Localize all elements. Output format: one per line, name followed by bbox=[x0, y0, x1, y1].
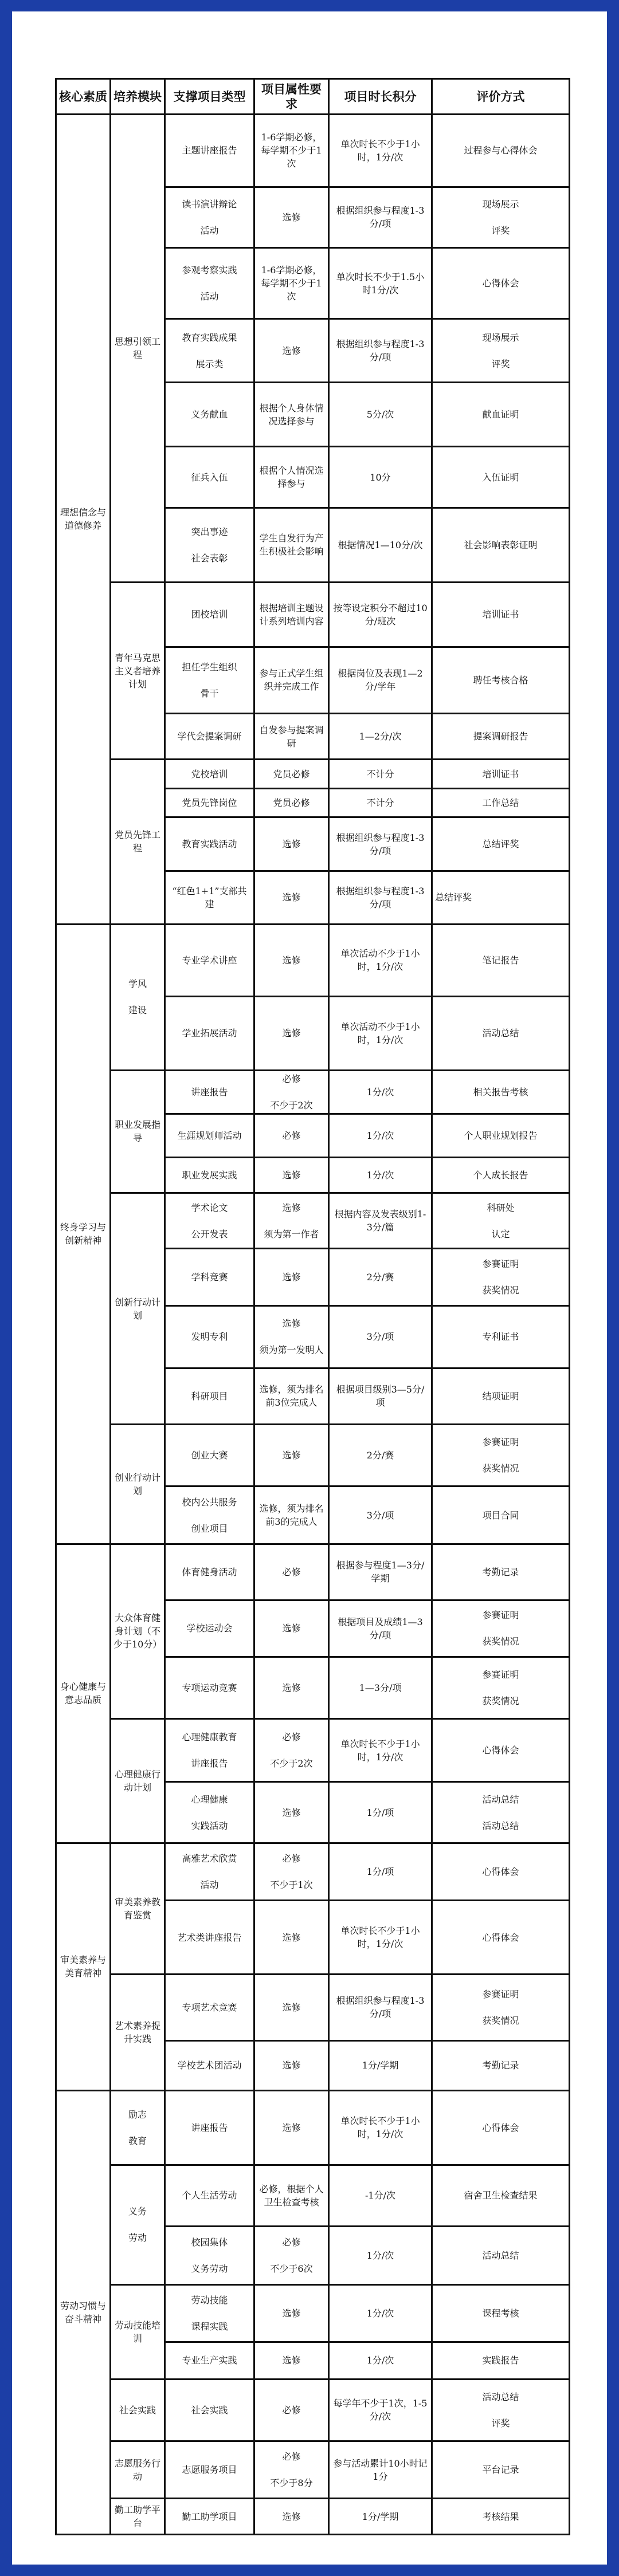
evaluation-cell: 参赛证明 获奖情况 bbox=[432, 1974, 570, 2040]
project-type-cell: 学校艺术团活动 bbox=[165, 2041, 254, 2090]
evaluation-cell: 结项证明 bbox=[432, 1368, 570, 1424]
project-type-cell: 专项艺术竞赛 bbox=[165, 1974, 254, 2040]
evaluation-cell: 总结评奖 bbox=[432, 871, 570, 924]
requirement-cell: 党员必修 bbox=[254, 788, 329, 817]
requirement-cell: 选修 bbox=[254, 1782, 329, 1843]
project-type-cell: 学科竞赛 bbox=[165, 1248, 254, 1305]
project-type-cell: 生涯规划师活动 bbox=[165, 1114, 254, 1157]
requirement-cell: 必修 不少于2次 bbox=[254, 1070, 329, 1114]
duration-credit-cell: 10分 bbox=[329, 447, 432, 508]
evaluation-cell: 心得体会 bbox=[432, 1843, 570, 1900]
project-type-cell: 心理健康教育 讲座报告 bbox=[165, 1719, 254, 1782]
duration-credit-cell: 1分/次 bbox=[329, 1070, 432, 1114]
header-duration-credit: 项目时长积分 bbox=[329, 79, 432, 115]
evaluation-cell: 总结评奖 bbox=[432, 817, 570, 871]
core-quality-cell: 审美素养与美育精神 bbox=[56, 1843, 111, 2090]
requirement-cell: 选修 bbox=[254, 2284, 329, 2342]
header-row bbox=[56, 79, 570, 115]
header-requirement: 项目属性要求 bbox=[254, 79, 329, 115]
module-cell: 审美素养教育鉴赏 bbox=[111, 1843, 165, 1974]
project-type-cell: 征兵入伍 bbox=[165, 447, 254, 508]
evaluation-cell: 心得体会 bbox=[432, 247, 570, 319]
duration-credit-cell: 1分/次 bbox=[329, 1114, 432, 1157]
project-type-cell: 高雅艺术欣赏 活动 bbox=[165, 1843, 254, 1900]
requirement-cell: 根据个人情况选择参与 bbox=[254, 447, 329, 508]
requirement-cell: 选修 bbox=[254, 1158, 329, 1193]
table-row bbox=[56, 924, 570, 997]
module-cell: 学风 建设 bbox=[111, 924, 165, 1070]
project-type-cell: 校园集体 义务劳动 bbox=[165, 2226, 254, 2284]
evaluation-cell: 个人职业规划报告 bbox=[432, 1114, 570, 1157]
table-row bbox=[56, 2165, 570, 2226]
duration-credit-cell: 不计分 bbox=[329, 760, 432, 788]
requirement-cell: 参与正式学生组织并完成工作 bbox=[254, 647, 329, 713]
duration-credit-cell: 根据组织参与程度1-3分/项 bbox=[329, 187, 432, 247]
table-row bbox=[56, 1424, 570, 1486]
evaluation-cell: 相关报告考核 bbox=[432, 1070, 570, 1114]
duration-credit-cell: 3分/项 bbox=[329, 1486, 432, 1544]
table-row bbox=[56, 1843, 570, 1900]
evaluation-cell: 科研处 认定 bbox=[432, 1193, 570, 1248]
project-type-cell: 担任学生组织 骨干 bbox=[165, 647, 254, 713]
requirement-cell: 1-6学期必修，每学期不少于1次 bbox=[254, 247, 329, 319]
duration-credit-cell: 3分/项 bbox=[329, 1306, 432, 1368]
requirement-cell: 选修 须为第一发明人 bbox=[254, 1306, 329, 1368]
duration-credit-cell: 根据组织参与程度1-3分/项 bbox=[329, 817, 432, 871]
project-type-cell: 主题讲座报告 bbox=[165, 115, 254, 187]
project-type-cell: 讲座报告 bbox=[165, 2090, 254, 2165]
duration-credit-cell: 1—2分/次 bbox=[329, 714, 432, 760]
project-type-cell: 职业发展实践 bbox=[165, 1158, 254, 1193]
table-row bbox=[56, 2090, 570, 2165]
project-type-cell: 学术论文 公开发表 bbox=[165, 1193, 254, 1248]
header-module: 培养模块 bbox=[111, 79, 165, 115]
header-core-quality: 核心素质 bbox=[56, 79, 111, 115]
table-row bbox=[56, 115, 570, 187]
project-type-cell: 参观考察实践 活动 bbox=[165, 247, 254, 319]
requirement-cell: 党员必修 bbox=[254, 760, 329, 788]
project-type-cell: “红色1+1”支部共建 bbox=[165, 871, 254, 924]
requirement-cell: 1-6学期必修，每学期不少于1次 bbox=[254, 115, 329, 187]
project-type-cell: 党校培训 bbox=[165, 760, 254, 788]
requirement-cell: 必修 bbox=[254, 1114, 329, 1157]
project-type-cell: 学业拓展活动 bbox=[165, 997, 254, 1071]
project-type-cell: 专业生产实践 bbox=[165, 2342, 254, 2379]
evaluation-cell: 提案调研报告 bbox=[432, 714, 570, 760]
evaluation-cell: 聘任考核合格 bbox=[432, 647, 570, 713]
requirement-cell: 选修 bbox=[254, 187, 329, 247]
table-row bbox=[56, 1193, 570, 1248]
duration-credit-cell: 1分/次 bbox=[329, 1158, 432, 1193]
requirement-cell: 必修 不少于6次 bbox=[254, 2226, 329, 2284]
requirement-cell: 必修 bbox=[254, 1544, 329, 1600]
requirement-cell: 学生自发行为产生积极社会影响 bbox=[254, 508, 329, 583]
module-cell: 励志 教育 bbox=[111, 2090, 165, 2165]
project-type-cell: 学代会提案调研 bbox=[165, 714, 254, 760]
duration-credit-cell: 1分/次 bbox=[329, 2342, 432, 2379]
module-cell: 勤工助学平台 bbox=[111, 2499, 165, 2535]
duration-credit-cell: 根据组织参与程度1-3分/项 bbox=[329, 319, 432, 382]
project-type-cell: 专项运动竞赛 bbox=[165, 1657, 254, 1718]
evaluation-cell: 平台记录 bbox=[432, 2441, 570, 2498]
evaluation-cell: 活动总结 活动总结 bbox=[432, 1782, 570, 1843]
project-type-cell: 团校培训 bbox=[165, 583, 254, 647]
requirement-cell: 必修 bbox=[254, 2379, 329, 2441]
duration-credit-cell: 1分/项 bbox=[329, 1782, 432, 1843]
evaluation-cell: 专利证书 bbox=[432, 1306, 570, 1368]
duration-credit-cell: 1分/学期 bbox=[329, 2499, 432, 2535]
evaluation-cell: 笔记报告 bbox=[432, 924, 570, 997]
requirement-cell: 选修 bbox=[254, 1901, 329, 1975]
evaluation-cell: 项目合同 bbox=[432, 1486, 570, 1544]
table-row bbox=[56, 2284, 570, 2342]
requirement-cell: 选修 bbox=[254, 871, 329, 924]
table-row bbox=[56, 1070, 570, 1114]
evaluation-cell: 现场展示 评奖 bbox=[432, 319, 570, 382]
duration-credit-cell: 根据项目及成绩1—3分/项 bbox=[329, 1600, 432, 1657]
core-quality-cell: 劳动习惯与奋斗精神 bbox=[56, 2090, 111, 2534]
duration-credit-cell: 按等设定积分不超过10分/班次 bbox=[329, 583, 432, 647]
table-row bbox=[56, 583, 570, 647]
module-cell: 志愿服务行动 bbox=[111, 2441, 165, 2498]
requirement-cell: 选修 bbox=[254, 1974, 329, 2040]
evaluation-cell: 活动总结 评奖 bbox=[432, 2379, 570, 2441]
evaluation-cell: 参赛证明 获奖情况 bbox=[432, 1424, 570, 1486]
duration-credit-cell: 单次时长不少于1小时，1分/次 bbox=[329, 115, 432, 187]
requirement-cell: 必修，根据个人卫生检查考核 bbox=[254, 2165, 329, 2226]
requirement-cell: 选修，须为排名前3的完成人 bbox=[254, 1486, 329, 1544]
requirement-cell: 自发参与提案调研 bbox=[254, 714, 329, 760]
evaluation-cell: 心得体会 bbox=[432, 1901, 570, 1975]
requirement-cell: 根据个人身体情况选择参与 bbox=[254, 382, 329, 446]
requirement-cell: 必修 不少于8分 bbox=[254, 2441, 329, 2498]
requirement-cell: 选修 bbox=[254, 2041, 329, 2090]
evaluation-cell: 活动总结 bbox=[432, 2226, 570, 2284]
duration-credit-cell: 1分/次 bbox=[329, 2284, 432, 2342]
module-cell: 劳动技能培训 bbox=[111, 2284, 165, 2379]
requirement-cell: 选修 bbox=[254, 1600, 329, 1657]
evaluation-cell: 心得体会 bbox=[432, 2090, 570, 2165]
duration-credit-cell: 单次时长不少于1小时，1分/次 bbox=[329, 1719, 432, 1782]
project-type-cell: 校内公共服务 创业项目 bbox=[165, 1486, 254, 1544]
duration-credit-cell: 单次时长不少于1小时，1分/次 bbox=[329, 2090, 432, 2165]
requirement-cell: 选修 bbox=[254, 319, 329, 382]
requirement-cell: 选修 bbox=[254, 1657, 329, 1718]
project-type-cell: 个人生活劳动 bbox=[165, 2165, 254, 2226]
project-type-cell: 劳动技能 课程实践 bbox=[165, 2284, 254, 2342]
module-cell: 党员先锋工程 bbox=[111, 760, 165, 924]
duration-credit-cell: 根据参与程度1—3分/学期 bbox=[329, 1544, 432, 1600]
project-type-cell: 党员先锋岗位 bbox=[165, 788, 254, 817]
duration-credit-cell: 根据组织参与程度1-3分/项 bbox=[329, 871, 432, 924]
module-cell: 大众体育健身计划（不少于10分） bbox=[111, 1544, 165, 1718]
evaluation-cell: 课程考核 bbox=[432, 2284, 570, 2342]
module-cell: 艺术素养提升实践 bbox=[111, 1974, 165, 2090]
duration-credit-cell: 2分/赛 bbox=[329, 1248, 432, 1305]
duration-credit-cell: -1分/次 bbox=[329, 2165, 432, 2226]
training-plan-table bbox=[55, 78, 570, 2535]
project-type-cell: 体育健身活动 bbox=[165, 1544, 254, 1600]
duration-credit-cell: 参与活动累计10小时记1分 bbox=[329, 2441, 432, 2498]
project-type-cell: 艺术类讲座报告 bbox=[165, 1901, 254, 1975]
evaluation-cell: 参赛证明 获奖情况 bbox=[432, 1600, 570, 1657]
module-cell: 社会实践 bbox=[111, 2379, 165, 2441]
duration-credit-cell: 单次活动不少于1小时，1分/次 bbox=[329, 997, 432, 1071]
requirement-cell: 选修 bbox=[254, 2342, 329, 2379]
header-evaluation: 评价方式 bbox=[432, 79, 570, 115]
evaluation-cell: 参赛证明 获奖情况 bbox=[432, 1657, 570, 1718]
project-type-cell: 专业学术讲座 bbox=[165, 924, 254, 997]
evaluation-cell: 献血证明 bbox=[432, 382, 570, 446]
project-type-cell: 讲座报告 bbox=[165, 1070, 254, 1114]
requirement-cell: 选修 bbox=[254, 2499, 329, 2535]
requirement-cell: 选修 bbox=[254, 1248, 329, 1305]
module-cell: 青年马克思主义者培养计划 bbox=[111, 583, 165, 760]
evaluation-cell: 实践报告 bbox=[432, 2342, 570, 2379]
table-row bbox=[56, 760, 570, 788]
evaluation-cell: 考勤记录 bbox=[432, 1544, 570, 1600]
core-quality-cell: 身心健康与意志品质 bbox=[56, 1544, 111, 1843]
module-cell: 思想引领工程 bbox=[111, 115, 165, 583]
duration-credit-cell: 根据组织参与程度1-3分/项 bbox=[329, 1974, 432, 2040]
document-page bbox=[12, 11, 607, 2565]
project-type-cell: 读书演讲辩论 活动 bbox=[165, 187, 254, 247]
table-row bbox=[56, 1974, 570, 2040]
duration-credit-cell: 单次时长不少于1小时，1分/次 bbox=[329, 1901, 432, 1975]
duration-credit-cell: 1分/项 bbox=[329, 1843, 432, 1900]
project-type-cell: 科研项目 bbox=[165, 1368, 254, 1424]
evaluation-cell: 过程参与心得体会 bbox=[432, 115, 570, 187]
table-row bbox=[56, 1719, 570, 1782]
module-cell: 心理健康行动计划 bbox=[111, 1719, 165, 1843]
evaluation-cell: 参赛证明 获奖情况 bbox=[432, 1248, 570, 1305]
project-type-cell: 义务献血 bbox=[165, 382, 254, 446]
duration-credit-cell: 不计分 bbox=[329, 788, 432, 817]
table-row bbox=[56, 2441, 570, 2498]
core-quality-cell: 理想信念与道德修养 bbox=[56, 115, 111, 925]
table-row bbox=[56, 2499, 570, 2535]
project-type-cell: 心理健康 实践活动 bbox=[165, 1782, 254, 1843]
project-type-cell: 创业大赛 bbox=[165, 1424, 254, 1486]
evaluation-cell: 宿舍卫生检查结果 bbox=[432, 2165, 570, 2226]
requirement-cell: 选修 bbox=[254, 997, 329, 1071]
requirement-cell: 选修 须为第一作者 bbox=[254, 1193, 329, 1248]
duration-credit-cell: 根据情况1—10分/次 bbox=[329, 508, 432, 583]
duration-credit-cell: 5分/次 bbox=[329, 382, 432, 446]
project-type-cell: 发明专利 bbox=[165, 1306, 254, 1368]
evaluation-cell: 培训证书 bbox=[432, 583, 570, 647]
requirement-cell: 选修，须为排名前3位完成人 bbox=[254, 1368, 329, 1424]
requirement-cell: 根据培训主题设计系列培训内容 bbox=[254, 583, 329, 647]
duration-credit-cell: 1—3分/项 bbox=[329, 1657, 432, 1718]
evaluation-cell: 现场展示 评奖 bbox=[432, 187, 570, 247]
module-cell: 创业行动计划 bbox=[111, 1424, 165, 1544]
evaluation-cell: 工作总结 bbox=[432, 788, 570, 817]
table-row bbox=[56, 2379, 570, 2441]
module-cell: 创新行动计划 bbox=[111, 1193, 165, 1425]
duration-credit-cell: 2分/赛 bbox=[329, 1424, 432, 1486]
duration-credit-cell: 单次活动不少于1小时，1分/次 bbox=[329, 924, 432, 997]
duration-credit-cell: 每学年不少于1次，1-5分/次 bbox=[329, 2379, 432, 2441]
evaluation-cell: 培训证书 bbox=[432, 760, 570, 788]
requirement-cell: 选修 bbox=[254, 817, 329, 871]
project-type-cell: 教育实践成果 展示类 bbox=[165, 319, 254, 382]
requirement-cell: 必修 不少于1次 bbox=[254, 1843, 329, 1900]
requirement-cell: 选修 bbox=[254, 924, 329, 997]
header-project-type: 支撑项目类型 bbox=[165, 79, 254, 115]
evaluation-cell: 社会影响表彰证明 bbox=[432, 508, 570, 583]
evaluation-cell: 个人成长报告 bbox=[432, 1158, 570, 1193]
duration-credit-cell: 根据岗位及表现1—2分/学年 bbox=[329, 647, 432, 713]
duration-credit-cell: 根据项目级别3—5分/项 bbox=[329, 1368, 432, 1424]
project-type-cell: 教育实践活动 bbox=[165, 817, 254, 871]
duration-credit-cell: 根据内容及发表级别1-3分/篇 bbox=[329, 1193, 432, 1248]
project-type-cell: 学校运动会 bbox=[165, 1600, 254, 1657]
evaluation-cell: 考核结果 bbox=[432, 2499, 570, 2535]
duration-credit-cell: 1分/次 bbox=[329, 2226, 432, 2284]
table-row bbox=[56, 1544, 570, 1600]
module-cell: 职业发展指导 bbox=[111, 1070, 165, 1193]
requirement-cell: 必修 不少于2次 bbox=[254, 1719, 329, 1782]
evaluation-cell: 活动总结 bbox=[432, 997, 570, 1071]
requirement-cell: 选修 bbox=[254, 1424, 329, 1486]
evaluation-cell: 心得体会 bbox=[432, 1719, 570, 1782]
project-type-cell: 突出事迹 社会表彰 bbox=[165, 508, 254, 583]
duration-credit-cell: 1分/学期 bbox=[329, 2041, 432, 2090]
evaluation-cell: 考勤记录 bbox=[432, 2041, 570, 2090]
project-type-cell: 勤工助学项目 bbox=[165, 2499, 254, 2535]
module-cell: 义务 劳动 bbox=[111, 2165, 165, 2285]
evaluation-cell: 入伍证明 bbox=[432, 447, 570, 508]
project-type-cell: 志愿服务项目 bbox=[165, 2441, 254, 2498]
core-quality-cell: 终身学习与创新精神 bbox=[56, 924, 111, 1544]
project-type-cell: 社会实践 bbox=[165, 2379, 254, 2441]
requirement-cell: 选修 bbox=[254, 2090, 329, 2165]
duration-credit-cell: 单次时长不少于1.5小时1分/次 bbox=[329, 247, 432, 319]
